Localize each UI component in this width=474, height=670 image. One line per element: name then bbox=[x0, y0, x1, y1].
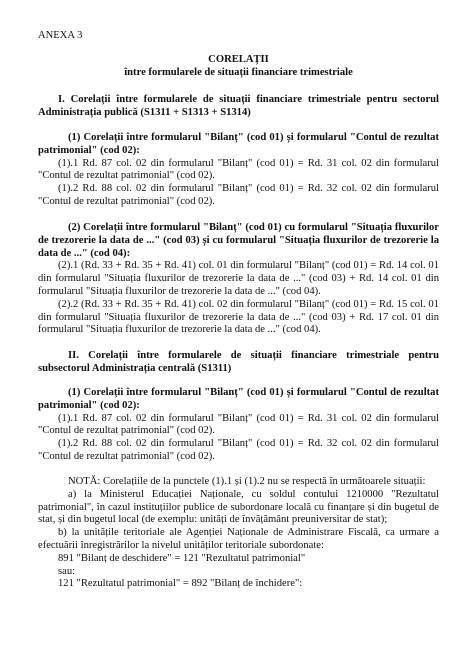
section-1-sub-2-item-2: (2).2 (Rd. 33 + Rd. 35 + Rd. 41) col. 02 din formularul "Bilanț" (cod 01) = Rd. 15 col. 01 din formularul "Situația fluxurilor de trezorerie la data de ..." (cod 03) + Rd. 17 col. 01 din formularul "Situația fluxurilor de trezorerie la data de ..." (cod 04). bbox=[38, 298, 439, 336]
title-line-1: CORELAȚII bbox=[208, 54, 269, 65]
section-2-heading: II. Corelații între formularele de situații financiare trimestriale pentru subsectorul Administrația centrală (S1311) bbox=[38, 350, 439, 374]
section-2-sub-1 bbox=[38, 387, 439, 464]
note-formula-1: 891 "Bilanț de deschidere" = 121 "Rezultatul patrimonial" bbox=[58, 552, 306, 564]
note-intro: NOTĂ: Corelațiile de la punctele (1).1 și (1).2 nu se respectă în următoarele situații: bbox=[68, 476, 426, 487]
section-1-sub-1 bbox=[38, 132, 439, 209]
section-2 bbox=[38, 350, 439, 376]
document-title bbox=[38, 54, 439, 80]
section-2-sub-1-item-1: (1).1 Rd. 87 col. 02 din formularul "Bilanț" (cod 01) = Rd. 31 col. 02 din formularul "Contul de rezultat patrimonial" (cod 02). bbox=[38, 412, 439, 437]
note-item-b: b) la unitățile teritoriale ale Agenției Naționale de Administrare Fiscală, ca urmare a efectuării înregistrărilor la nivelul unităților teritoriale subordonate: bbox=[38, 527, 439, 551]
section-1 bbox=[38, 94, 439, 120]
section-1-sub-2-heading: (2) Corelații între formularul "Bilanț" (cod 01) cu formularul "Situația fluxurilor de trezorerie la data de ..." (cod 03) și cu formularul "Situația fluxurilor de trezorerie la data de ..." (cod 04): bbox=[38, 222, 439, 259]
section-1-heading: I. Corelații între formularele de situații financiare trimestriale pentru sectorul Administrația publică (S1311 + S1313 + S1314) bbox=[38, 94, 439, 118]
note-or: sau: bbox=[58, 565, 76, 577]
section-1-sub-2 bbox=[38, 222, 439, 337]
note-item-a: a) la Ministerul Educației Naționale, cu soldul contului 1210000 "Rezultatul patrimonial", în cazul instituțiilor publice de subordonare locală cu finanțare și din bugetul de stat, și din bugetul local (de exemplu: unități de învățământ preuniversitar de stat); bbox=[38, 488, 439, 526]
annex-label: ANEXA 3 bbox=[38, 30, 83, 41]
section-1-sub-1-heading: (1) Corelații între formularul "Bilanț" (cod 01) și formularul "Contul de rezultat patrimonial" (cod 02): bbox=[38, 132, 439, 156]
section-1-sub-1-item-1: (1).1 Rd. 87 col. 02 din formularul "Bilanț" (cod 01) = Rd. 31 col. 02 din formularul "Contul de rezultat patrimonial" (cod 02). bbox=[38, 157, 439, 182]
title-line-2: între formularele de situații financiare trimestriale bbox=[124, 66, 353, 78]
section-1-sub-2-item-1: (2).1 (Rd. 33 + Rd. 35 + Rd. 41) col. 01 din formularul "Bilanț" (cod 01) = Rd. 14 col. 01 din formularul "Situația fluxurilor de trezorerie la data de ..." (cod 03) + Rd. 14 col. 01 din formularul "Situația fluxurilor de trezorerie la data de ..." (cod 04). bbox=[38, 260, 439, 297]
note-section bbox=[38, 476, 439, 591]
note-formula-2: 121 "Rezultatul patrimonial" = 892 "Bilanț de închidere": bbox=[58, 578, 303, 590]
section-2-sub-1-item-2: (1).2 Rd. 88 col. 02 din formularul "Bilanț" (cod 01) = Rd. 32 col. 02 din formularul "Contul de rezultat patrimonial" (cod 02). bbox=[38, 438, 439, 462]
section-2-sub-1-heading: (1) Corelații între formularul "Bilanț" (cod 01) și formularul "Contul de rezultat patrimonial" (cod 02): bbox=[38, 387, 439, 411]
section-1-sub-1-item-2: (1).2 Rd. 88 col. 02 din formularul "Bilanț" (cod 01) = Rd. 32 col. 02 din formularul "Contul de rezultat patrimonial" (cod 02). bbox=[38, 183, 439, 207]
